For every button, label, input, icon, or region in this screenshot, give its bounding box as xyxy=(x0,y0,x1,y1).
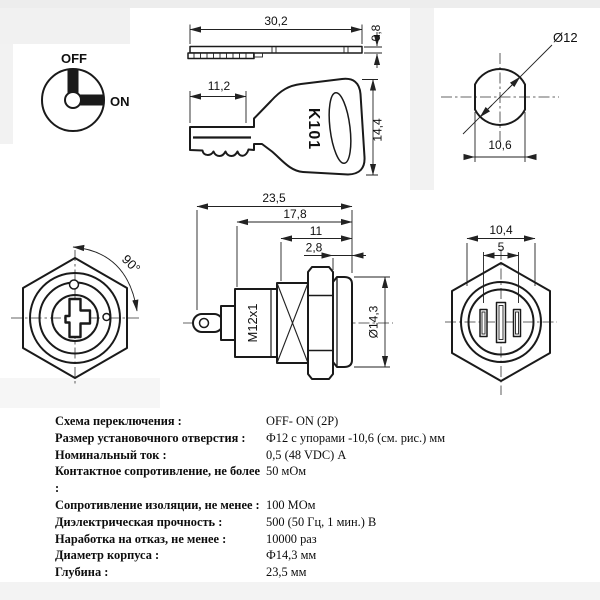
svg-text:5: 5 xyxy=(497,240,505,254)
spec-label: Контактное сопротивление, не более : xyxy=(55,464,260,496)
key-side-view xyxy=(190,79,385,175)
svg-text:0,8: 0,8 xyxy=(369,24,383,42)
svg-text:10,4: 10,4 xyxy=(489,223,513,237)
thread-label: M12x1 xyxy=(245,303,260,343)
dim-hole-diameter xyxy=(463,30,578,134)
spec-value: 500 (50 Гц, 1 мин.) В xyxy=(266,514,377,529)
spec-label: Схема переключения : xyxy=(55,414,182,428)
switch-position-diagram xyxy=(42,51,130,131)
off-label: OFF xyxy=(61,51,87,66)
terminals xyxy=(480,303,521,343)
svg-text:10,6: 10,6 xyxy=(488,138,512,152)
spec-value: 50 мОм xyxy=(266,464,307,479)
table-row xyxy=(55,547,575,564)
svg-text:30,2: 30,2 xyxy=(264,14,288,28)
dim-blade-length xyxy=(190,79,246,123)
key-top-view xyxy=(188,14,383,68)
table-row xyxy=(55,564,575,581)
svg-text:17,8: 17,8 xyxy=(283,207,307,221)
spec-value: 23,5 мм xyxy=(266,565,307,580)
dim-key-length xyxy=(190,14,362,44)
rear-bracket xyxy=(221,306,235,340)
spec-value: 100 МОм xyxy=(266,497,316,512)
spec-label: Диаметр корпуса : xyxy=(55,548,160,563)
table-row xyxy=(55,463,575,497)
on-label: ON xyxy=(110,94,130,109)
svg-text:11,2: 11,2 xyxy=(207,79,231,93)
dim-body-depth xyxy=(237,207,352,287)
spec-table xyxy=(55,413,575,581)
dim-bezel-diameter xyxy=(354,277,390,367)
spec-label: Наработка на отказ, не менее : xyxy=(55,531,227,546)
switch-rear-view xyxy=(445,223,557,395)
dial-center xyxy=(65,92,81,108)
svg-text:11: 11 xyxy=(309,224,323,238)
table-row xyxy=(55,447,575,464)
spec-value: OFF- ON (2P) xyxy=(266,414,339,428)
keyhole xyxy=(66,299,91,337)
svg-text:Ø12: Ø12 xyxy=(553,30,578,45)
key-blade-top xyxy=(188,53,254,59)
table-row xyxy=(55,497,575,514)
spec-label: Размер установочного отверстия : xyxy=(55,430,246,445)
table-row xyxy=(55,413,575,430)
spec-value: Ф12 с упорами -10,6 (см. рис.) мм xyxy=(266,430,446,445)
svg-text:14,4: 14,4 xyxy=(370,118,385,142)
svg-text:23,5: 23,5 xyxy=(262,191,286,205)
key-marking: K101 xyxy=(305,107,322,151)
dim-key-thickness xyxy=(364,24,383,68)
front-bezel xyxy=(333,277,352,367)
hex-nut-side xyxy=(308,267,333,379)
face-hole-right xyxy=(103,314,110,321)
spec-value: Ф14,3 мм xyxy=(266,548,317,563)
svg-text:2,8: 2,8 xyxy=(305,240,323,255)
mounting-hole-view xyxy=(441,30,578,162)
terminal-hole xyxy=(200,319,209,328)
table-row xyxy=(55,531,575,548)
spec-value: 10000 раз xyxy=(266,531,317,546)
dim-rotation-angle xyxy=(73,247,143,311)
spec-value: 0,5 (48 VDC) А xyxy=(266,447,347,462)
table-row xyxy=(55,514,575,531)
dim-bezel-height xyxy=(304,241,366,271)
spec-label: Диэлектрическая прочность : xyxy=(55,514,223,529)
table-row xyxy=(55,430,575,447)
face-hole-top xyxy=(70,280,79,289)
spec-label: Номинальный ток : xyxy=(55,447,167,462)
spec-label: Сопротивление изоляции, не менее : xyxy=(55,497,260,512)
svg-text:Ø14,3: Ø14,3 xyxy=(366,305,381,339)
spec-label: Глубина : xyxy=(55,565,109,580)
svg-text:90°: 90° xyxy=(118,251,144,277)
switch-side-view xyxy=(183,191,393,379)
switch-front-view xyxy=(11,247,143,386)
